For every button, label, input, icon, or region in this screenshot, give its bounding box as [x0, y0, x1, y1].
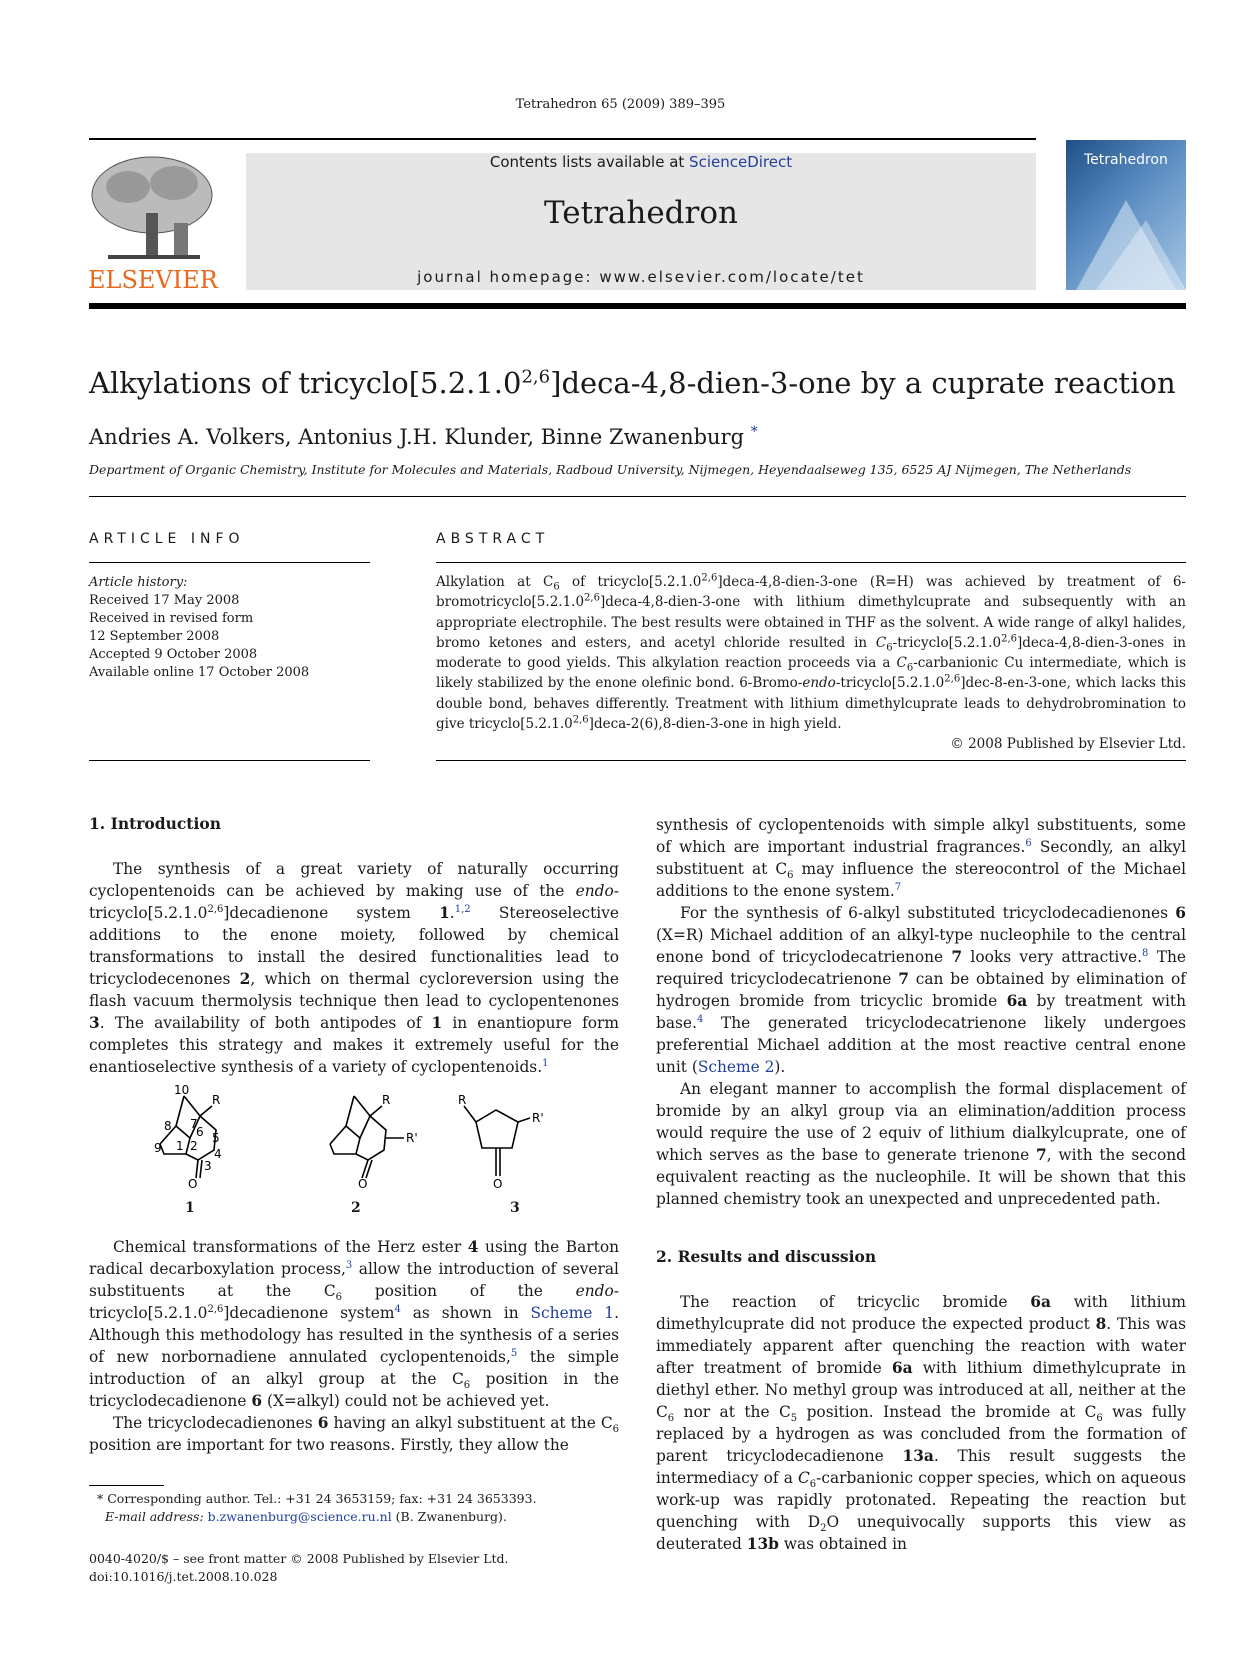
svg-text:R': R' [532, 1111, 544, 1125]
abstract-rule [436, 562, 1186, 563]
doi-link[interactable]: doi:10.1016/j.tet.2008.10.028 [89, 1569, 278, 1584]
author-list: Andries A. Volkers, Antonius J.H. Klunder, Binne Zwanenburg * [89, 424, 758, 449]
history-line: Received in revised form [89, 611, 254, 626]
footnote-rule [89, 1485, 164, 1486]
history-line: Available online 17 October 2008 [89, 665, 310, 680]
elsevier-wordmark: ELSEVIER [88, 266, 218, 294]
abstract-copyright: © 2008 Published by Elsevier Ltd. [950, 736, 1186, 753]
journal-cover-thumbnail [1066, 140, 1186, 290]
scheme-label-2: 2 [351, 1200, 361, 1216]
svg-text:R: R [458, 1093, 467, 1107]
abstract-text: Alkylation at $C_6$ of tricyclo[5.2.1.0$^{2,6}$]deca-4,8-dien-3-one (R=H) was achieved by treatment of 6-bromotricyclo[5.2.1.0$^{2,6}$]deca-4,8-dien-3-one with lithium dimethylcuprate and subsequently with an appropriate electrophile. The best results were obtained in THF as the solvent. A wide range of alkyl halides, bromo ketones and esters, and acetyl chloride resulted in $C_6-tricyclo[5.2.1.0^{2,6}]deca-4,8-dien-3$-ones in moderate to good yields. This alkylation reaction proceeds via a $C_6$-carbanionic Cu intermediate, which is likely stabilized by the enone olefinic bond. 6-Bromo-endo-tricyclo[5.2.1.0$^{2,6}$]dec-8-en-3-one, which lacks this double bond, behaves differently. Treatment with lithium dimethylcuprate leads to dehydrobromination to give tricyclo[5.2.1.0$^{2,6}$]deca-2(6),8-dien-3-one in high yield. © 2008 Published by Elsevier Ltd. [436, 572, 1186, 755]
svg-text:O: O [358, 1177, 368, 1191]
scheme-structures-1-2-3 [150, 1082, 550, 1200]
svg-text:9: 9 [154, 1141, 162, 1155]
sciencedirect-link[interactable]: ScienceDirect [689, 153, 793, 171]
cover-graphic [1066, 180, 1186, 290]
introduction-continued: synthesis of cyclopentenoids with simple alkyl substituents, some of which are important industrial fragrances.$^6$ Secondly, an alkyl substituent at $C_6$ may influence the stereocontrol of the Michael additions to the enone system.$^7$ For the synthesis of 6-alkyl substituted tricyclodecadienones 6 (X=R) Michael addition of an alkyl-type nucleophile to the central enone bond of tricyclodecatrienone 7 looks very attractive.$^8$ The required tricyclodecatrienone 7 can be obtained by elimination of hydrogen bromide from tricyclic bromide 6a by treatment with base.$^4$ The generated tricyclodecatrienone likely undergoes preferential Michael addition at the most reactive central enone unit (Scheme 2). An elegant manner to accomplish the formal displacement of bromide by an alkyl group via an elimination/addition process would require the use of 2 equiv of lithium dialkylcuprate, one of which serves as the base to generate trienone 7, with the second equivalent reacting as the nucleophile. It will be shown that this planned chemistry took an unexpected and unprecedented path. [656, 816, 1186, 1208]
svg-text:1: 1 [176, 1139, 184, 1153]
journal-name: Tetrahedron [544, 195, 738, 231]
history-line: Received 17 May 2008 [89, 593, 240, 608]
article-info-heading: ARTICLE INFO [89, 531, 245, 547]
abstract-heading: ABSTRACT [436, 531, 550, 547]
svg-text:7: 7 [190, 1117, 198, 1131]
elsevier-tree-logo [88, 153, 216, 265]
scheme-label-3: 3 [510, 1200, 520, 1216]
svg-text:8: 8 [164, 1119, 172, 1133]
results-paragraph-1: The reaction of tricyclic bromide 6a with lithium dimethylcuprate did not produce the expected product 8. This was immediately apparent after quenching the reaction with water after treatment of bromide 6a with lithium dimethylcuprate in diethyl ether. No methyl group was introduced at all, neither at the $C_6$ nor at the $C_5$ position. Instead the bromide at $C_6$ was fully replaced by a hydrogen as was concluded from the formation of parent tricyclodecadienone 13a. This result suggests the intermediacy of a $C_6$-carbanionic copper species, which on aqueous work-up was rapidly protonated. Repeating the reaction but quenching with $D_2O$ unequivocally supports this view as deuterated 13b was obtained in [656, 1293, 1186, 1553]
history-label: Article history: [89, 575, 188, 590]
svg-text:2: 2 [190, 1139, 198, 1153]
contents-line [246, 153, 1036, 171]
journal-homepage[interactable]: journal homepage: www.elsevier.com/locate/tet [417, 268, 865, 286]
corresponding-author-footnote: * Corresponding author. Tel.: +31 24 3653159; fax: +31 24 3653393. E-mail address: b.zwanenburg@science.ru.nl (B. Zwanenburg). [97, 1491, 537, 1524]
header-thick-rule [89, 303, 1186, 309]
affiliation-rule [89, 496, 1186, 497]
article-info-bottom-rule [89, 760, 370, 761]
svg-text:3: 3 [204, 1159, 212, 1173]
results-heading: 2. Results and discussion [656, 1247, 877, 1266]
contents-prefix: Contents lists available at [489, 153, 690, 171]
article-history [89, 574, 309, 682]
header-top-rule [89, 138, 1036, 140]
journal-banner [246, 153, 1036, 290]
issn-doi-block: 0040-4020/$ – see front matter © 2008 Published by Elsevier Ltd. doi:10.1016/j.tet.2008.10.028 [89, 1551, 509, 1584]
abstract-bottom-rule [436, 760, 1186, 761]
article-title: Alkylations of tricyclo[5.2.1.0$^{2,6}$]deca-4,8-dien-3-one by a cuprate reaction [89, 366, 1176, 400]
svg-text:R: R [382, 1093, 391, 1107]
svg-text:6: 6 [196, 1125, 204, 1139]
journal-reference: Tetrahedron 65 (2009) 389–395 [515, 97, 726, 112]
scheme-label-1: 1 [185, 1200, 195, 1216]
svg-text:R': R' [406, 1131, 418, 1145]
introduction-paragraph-1: The synthesis of a great variety of naturally occurring cyclopentenoids can be achieved by making use of the endo-tricyclo[5.2.1.0$^{2,6}$]decadienone system 1.$^{1,2}$ Stereoselective additions to the enone moiety, followed by chemical transformations to install the desired functionalities lead to tricyclodecenones 2, which on thermal cycloreversion using the flash vacuum thermolysis technique then lead to cyclopentenones 3. The availability of both antipodes of 1 in enantiopure form completes this strategy and makes it extremely useful for the enantioselective synthesis of a variety of cyclopentenoids.$^1$ [89, 860, 620, 1076]
affiliation: Department of Organic Chemistry, Institute for Molecules and Materials, Radboud University, Nijmegen, Heyendaalseweg 135, 6525 AJ Nijmegen, The Netherlands [89, 462, 1132, 477]
svg-text:5: 5 [212, 1131, 220, 1145]
corresponding-author-mark[interactable]: * [750, 424, 758, 440]
svg-text:O: O [188, 1177, 198, 1191]
author-email-link[interactable]: b.zwanenburg@science.ru.nl [207, 1509, 392, 1524]
svg-text:R: R [212, 1093, 221, 1107]
history-line: 12 September 2008 [89, 629, 220, 644]
introduction-paragraph-2: Chemical transformations of the Herz ester 4 using the Barton radical decarboxylation process,$^3$ allow the introduction of several substituents at the $C_6$ position of the endo-tricyclo[5.2.1.0$^{2,6}$]decadienone system$^4$ as shown in Scheme 1. Although this methodology has resulted in the synthesis of a series of new norbornadiene annulated cyclopentenoids,$^5$ the simple introduction of an alkyl group at the $C_6$ position in the tricyclodecadienone 6 (X=alkyl) could not be achieved yet. The tricyclodecadienones 6 having an alkyl substituent at the $C_6$ position are important for two reasons. Firstly, they allow the [89, 1238, 619, 1454]
svg-text:O: O [493, 1177, 503, 1191]
cover-title: Tetrahedron [1084, 152, 1168, 168]
history-line: Accepted 9 October 2008 [89, 647, 258, 662]
introduction-heading: 1. Introduction [89, 814, 221, 833]
svg-text:4: 4 [214, 1147, 222, 1161]
svg-text:10: 10 [174, 1083, 190, 1097]
article-info-rule [89, 562, 370, 563]
